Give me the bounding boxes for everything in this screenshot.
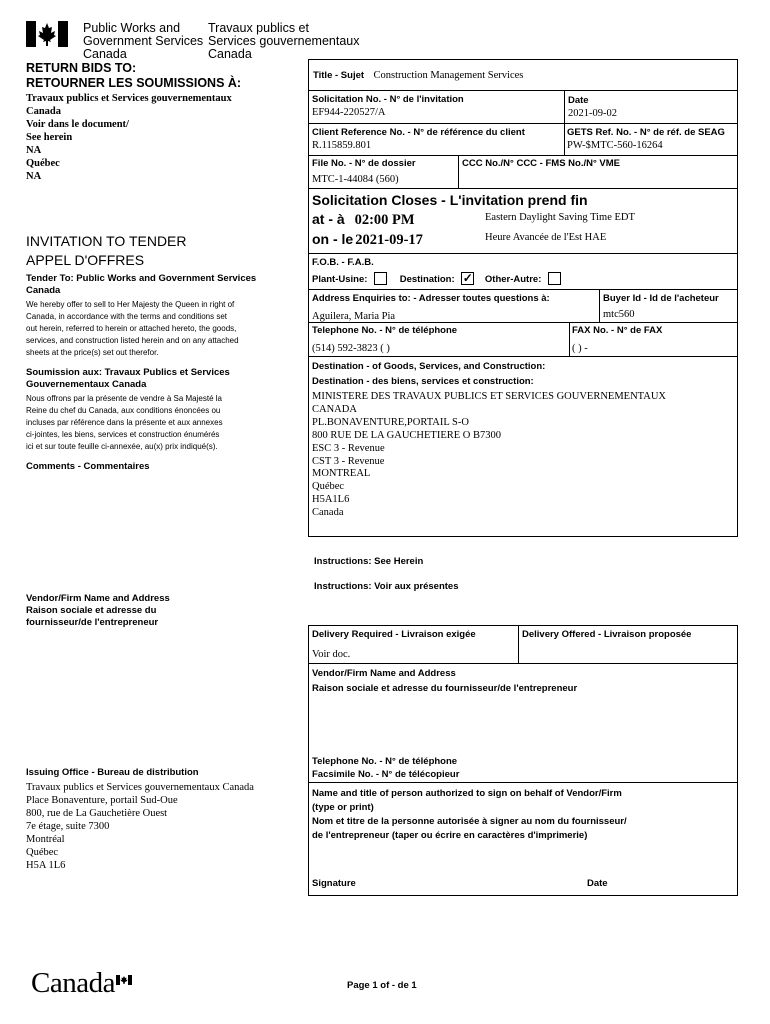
vendor-fax-label: Facsimile No. - N° de télécopieur <box>312 769 460 780</box>
issuing-line: Québec <box>26 847 59 858</box>
solicitation-value: EF944-220527/A <box>312 107 386 118</box>
destination-goods-label <box>312 359 545 389</box>
instructions-en: Instructions: See Herein <box>314 556 424 567</box>
tender-line: sheets at the price(s) set out therefor. <box>26 348 159 357</box>
signature-date-label: Date <box>587 878 608 889</box>
vendor-left-line: Vendor/Firm Name and Address <box>26 593 170 604</box>
soumission-line: Reine du chef du Canada, aux conditions énoncées ou <box>26 406 221 415</box>
client-ref-value: R.115859.801 <box>312 140 372 151</box>
gets-label: GETS Ref. No. - N° de réf. de SEAG <box>567 127 725 138</box>
soumission-line: incluses par référence dans la présente et aux annexes <box>26 418 223 427</box>
divider <box>308 253 738 254</box>
invitation-title <box>26 232 187 270</box>
dept-name-fr <box>208 22 359 61</box>
auth-line: de l'entrepreneur (taper ou écrire en caractères d'imprimerie) <box>312 830 588 841</box>
fax-field <box>572 325 662 355</box>
on-label: on - le <box>312 231 354 247</box>
wordmark-flag-icon <box>116 972 132 982</box>
divider <box>308 188 738 189</box>
title-label: Title - Sujet <box>313 70 365 81</box>
tender-to: Tender To: Public Works and Government Services Canada <box>26 273 257 296</box>
title-value: Construction Management Services <box>373 70 524 81</box>
return-bids-address <box>26 92 232 183</box>
divider <box>308 356 738 357</box>
invitation-title-en: INVITATION TO TENDER <box>26 233 187 249</box>
file-field <box>312 158 416 186</box>
vendor-left-line: fournisseur/de l'entrepreneur <box>26 617 159 628</box>
solicitation-field <box>312 94 464 119</box>
invitation-title-fr: APPEL D'OFFRES <box>26 252 145 268</box>
issuing-line: 7e étage, suite 7300 <box>26 821 110 832</box>
fax-value: ( ) - <box>572 343 588 354</box>
vendor-label-en: Vendor/Firm Name and Address <box>312 668 456 679</box>
plant-checkbox[interactable] <box>374 272 387 285</box>
issuing-line: H5A 1L6 <box>26 860 66 871</box>
vendor-firm-label <box>312 666 577 696</box>
divider <box>308 123 738 124</box>
telephone-field <box>312 325 457 355</box>
return-line: NA <box>26 145 42 156</box>
dept-name-en <box>83 22 203 61</box>
divider <box>308 322 738 323</box>
address-enquiries-value: Aguilera, Maria Pia <box>312 311 396 322</box>
tz-fr: Heure Avancée de l'Est HAE <box>485 232 607 243</box>
return-line: Québec <box>26 158 60 169</box>
canada-wordmark <box>31 966 115 1000</box>
authorized-person-label <box>312 787 627 843</box>
soumission-line: ci-jointes, les biens, services et construction énumérés <box>26 430 220 439</box>
issuing-line: Place Bonaventure, portail Sud-Oue <box>26 795 178 806</box>
dept-en-line: Public Works and <box>83 21 181 35</box>
dest-line: H5A1L6 <box>312 494 350 506</box>
dest-line: CANADA <box>312 403 357 415</box>
return-line: Travaux publics et Services gouvernementaux <box>26 93 232 104</box>
date-field <box>568 95 617 120</box>
other-label: Other-Autre: <box>484 274 542 286</box>
dept-fr-line: Canada <box>208 47 252 61</box>
divider <box>308 90 738 91</box>
address-enquiries-field <box>312 293 550 323</box>
telephone-value: (514) 592-3823 ( ) <box>312 343 390 354</box>
other-checkbox[interactable] <box>548 272 561 285</box>
auth-line: (type or print) <box>312 802 374 813</box>
destination-address <box>312 391 666 520</box>
divider <box>308 663 738 664</box>
dept-fr-line: Travaux publics et <box>208 21 309 35</box>
telephone-label: Telephone No. - N° de téléphone <box>312 325 458 336</box>
auth-line: Name and title of person authorized to sign on behalf of Vendor/Firm <box>312 788 622 799</box>
page-number: Page 1 of - de 1 <box>347 980 417 991</box>
buyer-id-field <box>603 293 719 321</box>
closing-time: 02:00 PM <box>354 212 415 228</box>
divider <box>599 289 600 322</box>
dest-line: 800 RUE DE LA GAUCHETIERE O B7300 <box>312 429 501 441</box>
vendor-firm-input[interactable] <box>312 698 732 750</box>
issuing-office-address <box>26 781 254 872</box>
check-icon: ✓ <box>462 271 473 285</box>
ccc-label: CCC No./N° CCC - FMS No./N° VME <box>462 158 621 169</box>
date-label: Date <box>568 95 589 106</box>
dest-line: MINISTERE DES TRAVAUX PUBLICS ET SERVICES GOUVERNEMENTAUX <box>312 391 666 402</box>
address-enquiries-label: Address Enquiries to: - Adresser toutes questions à: <box>312 293 550 304</box>
date-value: 2021-09-02 <box>568 108 617 119</box>
gets-field <box>567 127 725 152</box>
dest-line: PL.BONAVENTURE,PORTAIL S-O <box>312 416 469 428</box>
issuing-office-label: Issuing Office - Bureau de distribution <box>26 767 199 778</box>
delivery-offered-label: Delivery Offered - Livraison proposée <box>522 629 692 640</box>
return-bids-en: RETURN BIDS TO: <box>26 61 137 75</box>
client-ref-field <box>312 127 525 152</box>
dest-line: CST 3 - Revenue <box>312 455 385 467</box>
divider <box>308 782 738 783</box>
issuing-line: Travaux publics et Services gouvernementaux Canada <box>26 782 254 793</box>
return-bids-fr: RETOURNER LES SOUMISSIONS À: <box>26 76 242 90</box>
soumission: Soumission aux: Travaux Publics et Services Gouvernementaux Canada <box>26 367 230 390</box>
vendor-label-fr: Raison sociale et adresse du fournisseur/de l'entrepreneur <box>312 683 578 694</box>
dept-fr-line: Services gouvernementaux <box>208 34 360 48</box>
tz-en: Eastern Daylight Saving Time EDT <box>485 212 635 223</box>
tender-line: Canada, in accordance with the terms and conditions set <box>26 312 228 321</box>
dest-line: MONTREAL <box>312 468 371 480</box>
return-line: Canada <box>26 106 62 117</box>
dest-line: Québec <box>312 481 345 493</box>
client-ref-label: Client Reference No. - N° de référence du client <box>312 127 525 138</box>
soumission-line: ici et sur toute feuille ci-annexée, au(x) prix indiqué(s). <box>26 442 218 451</box>
file-value: MTC-1-44084 (560) <box>312 174 399 185</box>
dept-en-line: Government Services <box>83 34 204 48</box>
wordmark-text: Canada <box>31 967 115 999</box>
soumission-text <box>26 393 223 453</box>
gets-value: PW-$MTC-560-16264 <box>567 140 663 151</box>
plant-label: Plant-Usine: <box>312 274 368 286</box>
fax-label: FAX No. - N° de FAX <box>572 325 663 336</box>
divider <box>308 289 738 290</box>
delivery-required-label: Delivery Required - Livraison exigée <box>312 629 476 640</box>
return-line: See herein <box>26 132 73 143</box>
closes-at <box>312 210 415 229</box>
fob-label: F.O.B. - F.A.B. <box>312 257 374 268</box>
vendor-telephone-label: Telephone No. - N° de téléphone <box>312 756 458 767</box>
return-line: NA <box>26 171 42 182</box>
divider <box>458 155 459 188</box>
vendor-left-line: Raison sociale et adresse du <box>26 605 157 616</box>
comments-label: Comments - Commentaires <box>26 461 150 472</box>
dest-goods-fr: Destination - des biens, services et construction: <box>312 376 534 387</box>
divider <box>308 155 738 156</box>
closing-date: 2021-09-17 <box>355 232 423 248</box>
at-label: at - à <box>312 211 345 227</box>
instructions-fr: Instructions: Voir aux présentes <box>314 581 459 592</box>
fob-options <box>312 273 561 286</box>
delivery-required-value: Voir doc. <box>312 649 351 660</box>
dest-line: ESC 3 - Revenue <box>312 442 385 454</box>
destination-label: Destination: <box>399 274 455 286</box>
vendor-contact-labels <box>312 755 459 781</box>
auth-line: Nom et titre de la personne autorisée à signer au nom du fournisseur/ <box>312 816 627 827</box>
return-line: Voir dans le document/ <box>26 119 129 130</box>
tender-text <box>26 299 239 359</box>
issuing-line: 800, rue de La Gauchetière Ouest <box>26 808 168 819</box>
closes-on <box>312 230 423 249</box>
dest-line: Canada <box>312 507 344 519</box>
gov-logo <box>26 21 68 47</box>
buyer-id-value: mtc560 <box>603 309 635 320</box>
buyer-id-label: Buyer Id - Id de l'acheteur <box>603 293 719 304</box>
authorized-person-input[interactable] <box>312 845 732 871</box>
solicitation-label: Solicitation No. - N° de l'invitation <box>312 94 464 105</box>
dest-goods-en: Destination - of Goods, Services, and Construction: <box>312 361 546 372</box>
tender-line: out herein, referred to herein or attached hereto, the goods, <box>26 324 237 333</box>
dept-en-line: Canada <box>83 47 127 61</box>
closes-title: Solicitation Closes - L'invitation prend fin <box>312 192 588 208</box>
divider <box>569 322 570 356</box>
destination-checkbox[interactable] <box>461 272 474 285</box>
tender-line: services, and construction listed herein and on any attached <box>26 336 239 345</box>
divider <box>518 625 519 663</box>
file-label: File No. - N° de dossier <box>312 158 416 169</box>
canada-flag-icon <box>26 21 68 47</box>
tender-line: We hereby offer to sell to Her Majesty the Queen in right of <box>26 300 235 309</box>
title-field <box>313 65 523 83</box>
issuing-line: Montréal <box>26 834 65 845</box>
soumission-line: Nous offrons par la présente de vendre à Sa Majesté la <box>26 394 222 403</box>
vendor-left-label <box>26 593 170 629</box>
signature-label: Signature <box>312 878 356 889</box>
return-bids-title <box>26 61 241 91</box>
